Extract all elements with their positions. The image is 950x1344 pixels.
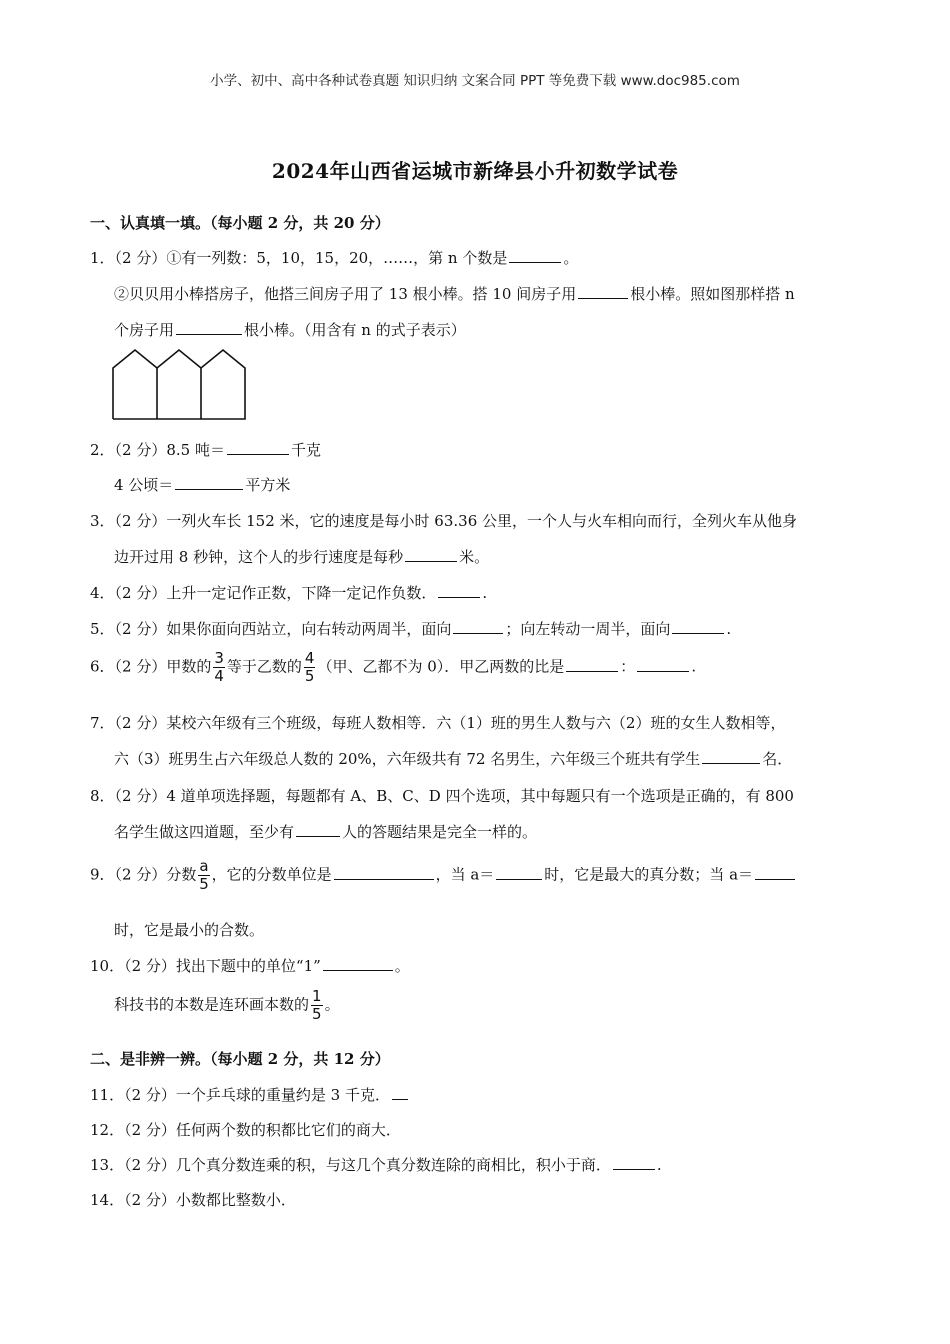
question-8a: 8．（2 分）4 道单项选择题，每题都有 A、B、C、D 四个选项，其中每题只有一个选项是正确的，有 800 [90,787,794,805]
question-3b: 边开过用 8 秒钟，这个人的步行速度是每秒 米。 [114,548,490,566]
answer-blank [176,333,242,335]
fraction-1-5: $\frac{1}{5}$ [312,987,322,1023]
question-10: 10．（2 分）找出下题中的单位“1” 。 [90,957,410,975]
question-11: 11．（2 分）一个乒乓球的重量约是 3 千克． [90,1084,880,1105]
answer-blank [175,488,243,490]
site-banner: 小学、初中、高中各种试卷真题 知识归纳 文案合同 PPT 等免费下载 www.doc985.com [210,73,740,89]
question-3a: 3．（2 分）一列火车长 152 米，它的速度是每小时 63.36 公里，一个人与火车相向而行，全列火车从他身 [90,512,798,530]
section-2-heading: 二、是非辨一辨。（每小题 2 分，共 12 分） [90,1050,390,1068]
answer-blank [672,632,724,634]
question-7b: 六（3）班男生占六年级总人数的 20%，六年级共有 72 名男生，六年级三个班共有学生 名． [114,750,793,768]
question-1a: 1．（2 分）①有一列数：5，10，15，20，……，第 n 个数是 。 [90,249,579,267]
answer-blank [453,632,503,634]
question-9b: 时，它是最小的合数。 [114,921,265,939]
question-1b: ②贝贝用小棒搭房子，他搭三间房子用了 13 根小棒。搭 10 间房子用 根小棒。照如图那样搭 n [114,285,795,303]
answer-blank [637,670,689,672]
answer-blank [566,670,618,672]
question-10b: 科技书的本数是连环画本数的 $\frac{1}{5}$ 。 [114,987,340,1023]
fraction-a-5: $\frac{a}{5}$ [199,857,209,893]
answer-blank [578,297,628,299]
question-5: 5．（2 分）如果你面向西站立，向右转动两周半，面向 ；向左转动一周半，面向 . [90,620,732,638]
question-2a: 2．（2 分）8.5 吨＝ 千克 [90,441,321,459]
question-6: 6．（2 分）甲数的 $\frac{3}{4}$ 等于乙数的 $\frac{4}{5}$ （甲、乙都不为 0）．甲乙两数的比是 ： . [90,649,697,685]
answer-blank [227,453,289,455]
answer-blank [392,1098,408,1100]
answer-blank [613,1168,655,1170]
answer-blank [323,969,393,971]
answer-blank [755,878,795,880]
answer-blank [438,596,480,598]
fraction-3-4: $\frac{3}{4}$ [214,649,224,685]
answer-blank [702,762,760,764]
answer-blank [296,835,340,837]
question-9: 9．（2 分）分数 $\frac{a}{5}$ ，它的分数单位是 ，当 a＝ 时，它是最大的真分数；当 a＝ [90,858,880,893]
answer-blank [405,560,457,562]
section-1-heading: 一、认真填一填。（每小题 2 分，共 20 分） [90,214,390,232]
question-1c: 个房子用 根小棒。（用含有 n 的式子表示） [114,321,466,339]
answer-blank [496,878,542,880]
answer-blank [334,878,434,880]
question-14: 14．（2 分）小数都比整数小． [90,1191,296,1209]
exam-title: 2024年山西省运城市新绛县小升初数学试卷 [271,159,679,183]
answer-blank [509,261,561,263]
question-13: 13．（2 分）几个真分数连乘的积，与这几个真分数连除的商相比，积小于商． . [90,1156,662,1174]
fraction-4-5: $\frac{4}{5}$ [304,649,315,685]
three-houses-figure [110,347,250,423]
question-8b: 名学生做这四道题，至少有 人的答题结果是完全一样的。 [114,823,538,841]
question-12: 12．（2 分）任何两个数的积都比它们的商大． [90,1121,401,1139]
question-7a: 7．（2 分）某校六年级有三个班级，每班人数相等．六（1）班的男生人数与六（2）班的女生人数相等， [90,714,786,732]
question-4: 4．（2 分）上升一定记作正数，下降一定记作负数． . [90,584,488,602]
question-2b: 4 公顷＝ 平方米 [114,476,291,494]
